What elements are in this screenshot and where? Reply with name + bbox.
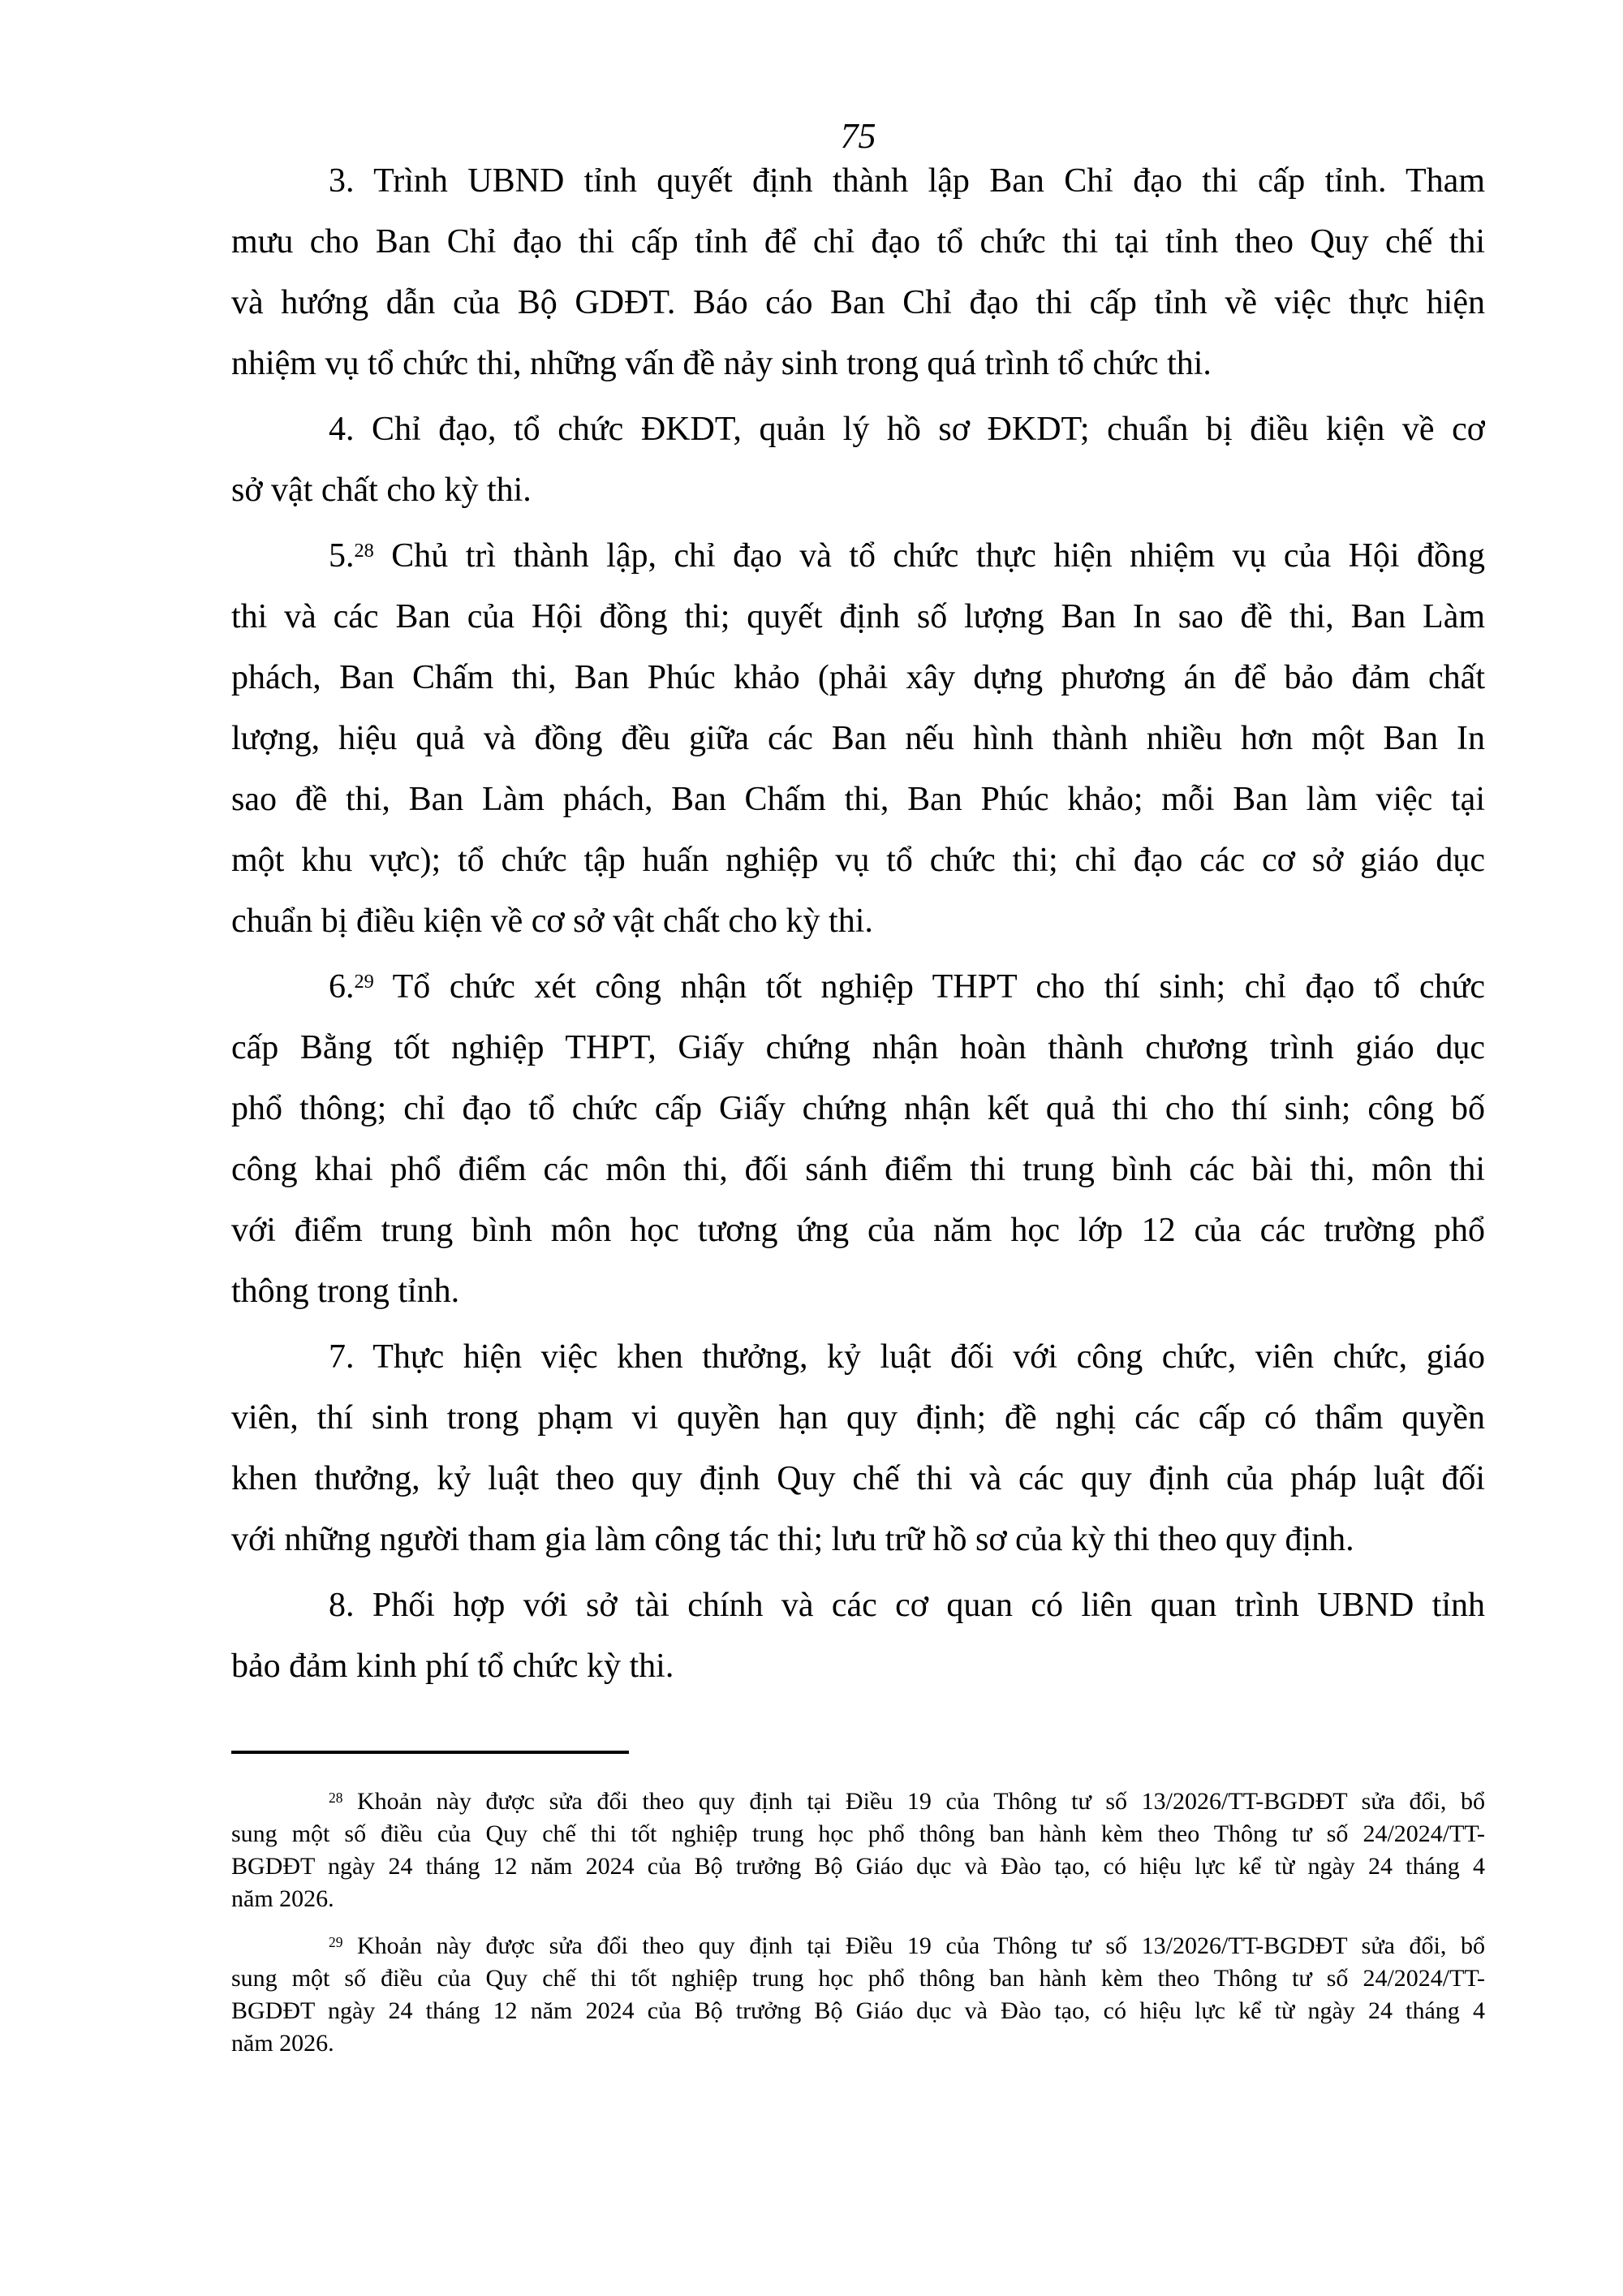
footnote-29 — [231, 1930, 1485, 2060]
footnote-line: năm 2026. — [231, 1885, 334, 1912]
footnote-line: BGDĐT ngày 24 tháng 12 năm 2024 của Bộ trưởng Bộ Giáo dục và Đào tạo, có hiệu lực kể từ ngày 24 tháng 4 — [231, 1997, 1485, 2024]
footnote-separator — [231, 1751, 629, 1754]
text-line: với những người tham gia làm công tác thi; lưu trữ hồ sơ của kỳ thi theo quy định. — [231, 1521, 1354, 1558]
footnotes-section — [231, 1786, 1485, 2060]
paragraph-item-5 — [231, 526, 1485, 952]
text-line: 4. Chỉ đạo, tổ chức ĐKDT, quản lý hồ sơ ĐKDT; chuẩn bị điều kiện về cơ — [329, 411, 1485, 448]
document-body — [231, 151, 1485, 1702]
text-line: phách, Ban Chấm thi, Ban Phúc khảo (phải xây dựng phương án để bảo đảm chất — [231, 659, 1485, 696]
text-line: thông trong tỉnh. — [231, 1273, 460, 1310]
text-line: phổ thông; chỉ đạo tổ chức cấp Giấy chứng nhận kết quả thi cho thí sinh; công bố — [231, 1090, 1485, 1127]
footnote-line: sung một số điều của Quy chế thi tốt nghiệp trung học phổ thông ban hành kèm theo Thông tư số 24/2024/TT- — [231, 1820, 1485, 1847]
text-line: bảo đảm kinh phí tổ chức kỳ thi. — [231, 1648, 674, 1685]
footnote-line: BGDĐT ngày 24 tháng 12 năm 2024 của Bộ trưởng Bộ Giáo dục và Đào tạo, có hiệu lực kể từ ngày 24 tháng 4 — [231, 1853, 1485, 1880]
text-line: 3. Trình UBND tỉnh quyết định thành lập Ban Chỉ đạo thi cấp tỉnh. Tham — [329, 162, 1485, 200]
footnote-line: sung một số điều của Quy chế thi tốt nghiệp trung học phổ thông ban hành kèm theo Thông tư số 24/2024/TT- — [231, 1965, 1485, 1992]
paragraph-item-7 — [231, 1327, 1485, 1570]
footnote-text: Khoản này được sửa đổi theo quy định tại Điều 19 của Thông tư số 13/2026/TT-BGDĐT sửa đổi, bổ — [342, 1788, 1485, 1815]
footnote-text: Khoản này được sửa đổi theo quy định tại Điều 19 của Thông tư số 13/2026/TT-BGDĐT sửa đổi, bổ — [342, 1932, 1485, 1959]
item-number: 6. — [329, 968, 355, 1006]
text-line: một khu vực); tổ chức tập huấn nghiệp vụ tổ chức thi; chỉ đạo các cơ sở giáo dục — [231, 842, 1485, 879]
text-line: và hướng dẫn của Bộ GDĐT. Báo cáo Ban Chỉ đạo thi cấp tỉnh về việc thực hiện — [231, 284, 1485, 321]
paragraph-item-3 — [231, 151, 1485, 394]
footnote-ref-29: 29 — [354, 971, 374, 993]
text-line: khen thưởng, kỷ luật theo quy định Quy chế thi và các quy định của pháp luật đối — [231, 1460, 1485, 1497]
item-number: 5. — [329, 537, 355, 575]
text-line: lượng, hiệu quả và đồng đều giữa các Ban nếu hình thành nhiều hơn một Ban In — [231, 720, 1485, 757]
footnote-line — [231, 1786, 1485, 1818]
text-line: viên, thí sinh trong phạm vi quyền hạn quy định; đề nghị các cấp có thẩm quyền — [231, 1399, 1485, 1437]
footnote-ref-28: 28 — [354, 540, 374, 562]
text-line: sở vật chất cho kỳ thi. — [231, 472, 532, 509]
text-line: thi và các Ban của Hội đồng thi; quyết định số lượng Ban In sao đề thi, Ban Làm — [231, 598, 1485, 635]
paragraph-item-8 — [231, 1575, 1485, 1697]
text-line: chuẩn bị điều kiện về cơ sở vật chất cho kỳ thi. — [231, 902, 873, 940]
text-line: 8. Phối hợp với sở tài chính và các cơ quan có liên quan trình UBND tỉnh — [329, 1587, 1485, 1624]
text-line: sao đề thi, Ban Làm phách, Ban Chấm thi, Ban Phúc khảo; mỗi Ban làm việc tại — [231, 781, 1485, 818]
line-text: Chủ trì thành lập, chỉ đạo và tổ chức thực hiện nhiệm vụ của Hội đồng — [373, 537, 1485, 575]
line-text: Tổ chức xét công nhận tốt nghiệp THPT cho thí sinh; chỉ đạo tổ chức — [373, 968, 1485, 1006]
footnote-marker-29: 29 — [329, 1933, 343, 1950]
footnote-28 — [231, 1786, 1485, 1915]
footnote-line — [231, 1930, 1485, 1962]
text-line: với điểm trung bình môn học tương ứng của năm học lớp 12 của các trường phổ — [231, 1212, 1485, 1249]
page-number: 75 — [840, 116, 876, 156]
text-line — [231, 526, 1485, 587]
text-line: mưu cho Ban Chỉ đạo thi cấp tỉnh để chỉ đạo tổ chức thi tại tỉnh theo Quy chế thi — [231, 223, 1485, 261]
text-line: 7. Thực hiện việc khen thưởng, kỷ luật đối với công chức, viên chức, giáo — [329, 1338, 1485, 1376]
paragraph-item-4 — [231, 399, 1485, 521]
footnote-line: năm 2026. — [231, 2030, 334, 2057]
paragraph-item-6 — [231, 957, 1485, 1322]
text-line — [231, 957, 1485, 1018]
footnote-marker-28: 28 — [329, 1789, 343, 1806]
text-line: công khai phổ điểm các môn thi, đối sánh điểm thi trung bình các bài thi, môn thi — [231, 1151, 1485, 1188]
text-line: nhiệm vụ tổ chức thi, những vấn đề nảy sinh trong quá trình tổ chức thi. — [231, 345, 1212, 382]
text-line: cấp Bằng tốt nghiệp THPT, Giấy chứng nhận hoàn thành chương trình giáo dục — [231, 1029, 1485, 1066]
